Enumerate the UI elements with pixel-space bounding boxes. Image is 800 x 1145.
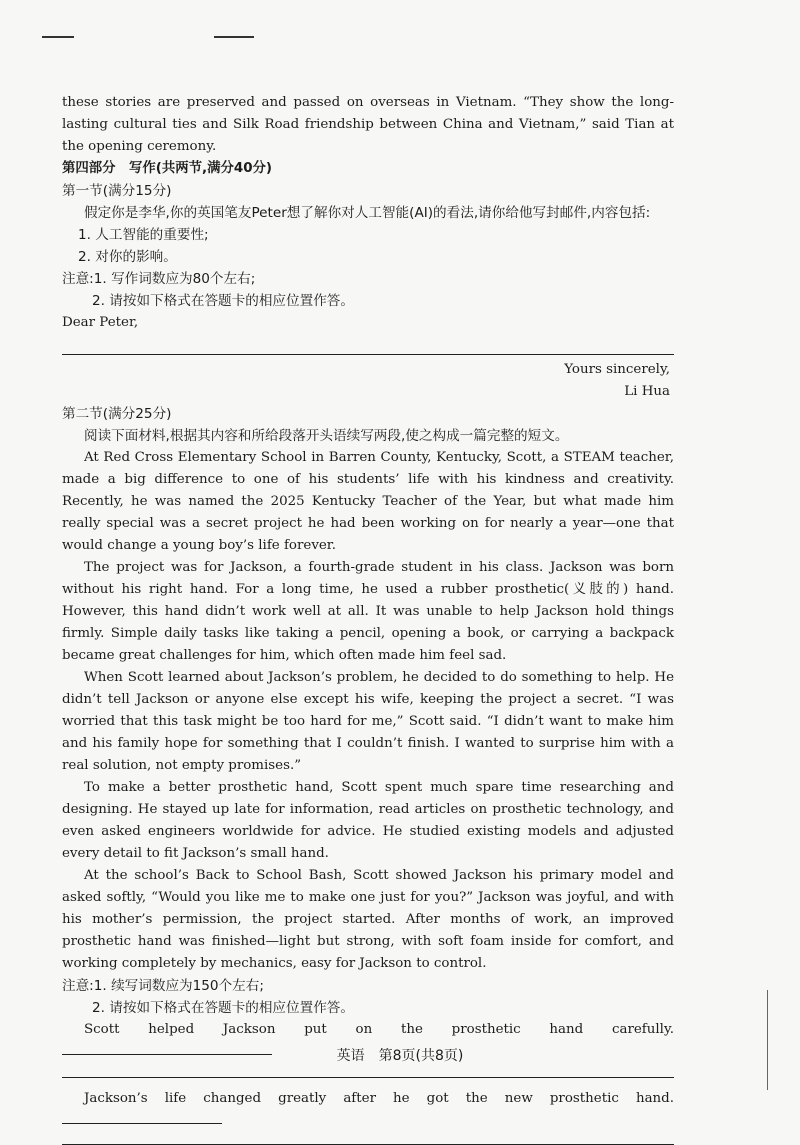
previous-passage-ending: these stories are preserved and passed on overseas in Vietnam. “They show the long-lasting cultural ties and Silk Road friendship between China and Vietnam,” said Tian at the opening ceremony. (62, 95, 674, 154)
note-label: 注意: (62, 271, 94, 287)
section1-note-1: 注意:1. 写作词数应为80个左右; (62, 271, 256, 287)
answer-blank (62, 1111, 222, 1124)
paragraph1-opening: Scott helped Jackson put on the prosthetic hand carefully. (62, 1019, 674, 1063)
section1-title: 第一节(满分15分) (62, 183, 172, 199)
story-paragraph: When Scott learned about Jackson’s problem, he decided to do something to help. He didn’t tell Jackson or anyone else except his wife, keeping the project a secret. “I was worried that this task might be too hard for me,” Scott said. “I didn’t want to make him and his family hope for something that I couldn’t finish. I wanted to surprise him with a real solution, not empty promises.” (62, 670, 674, 773)
scan-mark (42, 36, 74, 38)
section1-item: 2. 对你的影响。 (78, 249, 177, 265)
story-paragraph: To make a better prosthetic hand, Scott spent much spare time researching and designing. He stayed up late for information, read articles on prosthetic technology, and even asked engineers worldwide for advice. He studied existing models and adjusted every detail to fit Jackson’s small hand. (62, 780, 674, 861)
story-paragraph: At the school’s Back to School Bash, Scott showed Jackson his primary model and asked softly, “Would you like me to make one just for you?” Jackson was joyful, and with his mother’s permission, the project started. After months of work, an improved prosthetic hand was finished—light but strong, with soft foam inside for comfort, and working completely by mechanics, easy for Jackson to control. (62, 868, 674, 971)
page-footer: 英语 第8页(共8页) (336, 1048, 464, 1064)
page-edge-line (767, 990, 768, 1090)
section2-note-1: 注意:1. 续写词数应为150个左右; (62, 978, 264, 994)
section2-prompt: 阅读下面材料,根据其内容和所给段落开头语续写两段,使之构成一篇完整的短文。 (84, 428, 569, 444)
letter-greeting: Dear Peter, (62, 315, 139, 330)
story-paragraph: The project was for Jackson, a fourth-grade student in his class. Jackson was born without his right hand. For a long time, he used a rubber prosthetic(义肢的) hand. However, this hand didn’t work well at all. It was unable to help Jackson hold things firmly. Simple daily tasks like taking a pencil, opening a book, or carrying a backpack became great challenges for him, which often made him feel sad. (62, 560, 674, 663)
section1-prompt: 假定你是李华,你的英国笔友Peter想了解你对人工智能(AI)的看法,请你给他写封邮件,内容包括: (84, 205, 651, 221)
letter-signature: Li Hua (624, 384, 670, 399)
answer-line (62, 354, 674, 355)
section2-note-2: 2. 请按如下格式在答题卡的相应位置作答。 (92, 1000, 354, 1016)
part4-title: 第四部分 写作(共两节,满分40分) (62, 161, 273, 176)
note-label: 注意: (62, 978, 94, 994)
scan-mark (214, 36, 254, 38)
section1-note-2: 2. 请按如下格式在答题卡的相应位置作答。 (92, 293, 354, 309)
section2-title: 第二节(满分25分) (62, 406, 172, 422)
paragraph2-opening: Jackson’s life changed greatly after he got the new prosthetic hand. (62, 1088, 674, 1132)
exam-content (62, 92, 674, 1145)
letter-closing: Yours sincerely, (564, 362, 670, 377)
story-paragraph: At Red Cross Elementary School in Barren County, Kentucky, Scott, a STEAM teacher, made a big difference to one of his students’ life with his kindness and creativity. Recently, he was named the 2025 Kentucky Teacher of the Year, but what made him really special was a secret project he had been working on for nearly a year—one that would change a young boy’s life forever. (62, 450, 674, 553)
section1-item: 1. 人工智能的重要性; (78, 227, 209, 243)
